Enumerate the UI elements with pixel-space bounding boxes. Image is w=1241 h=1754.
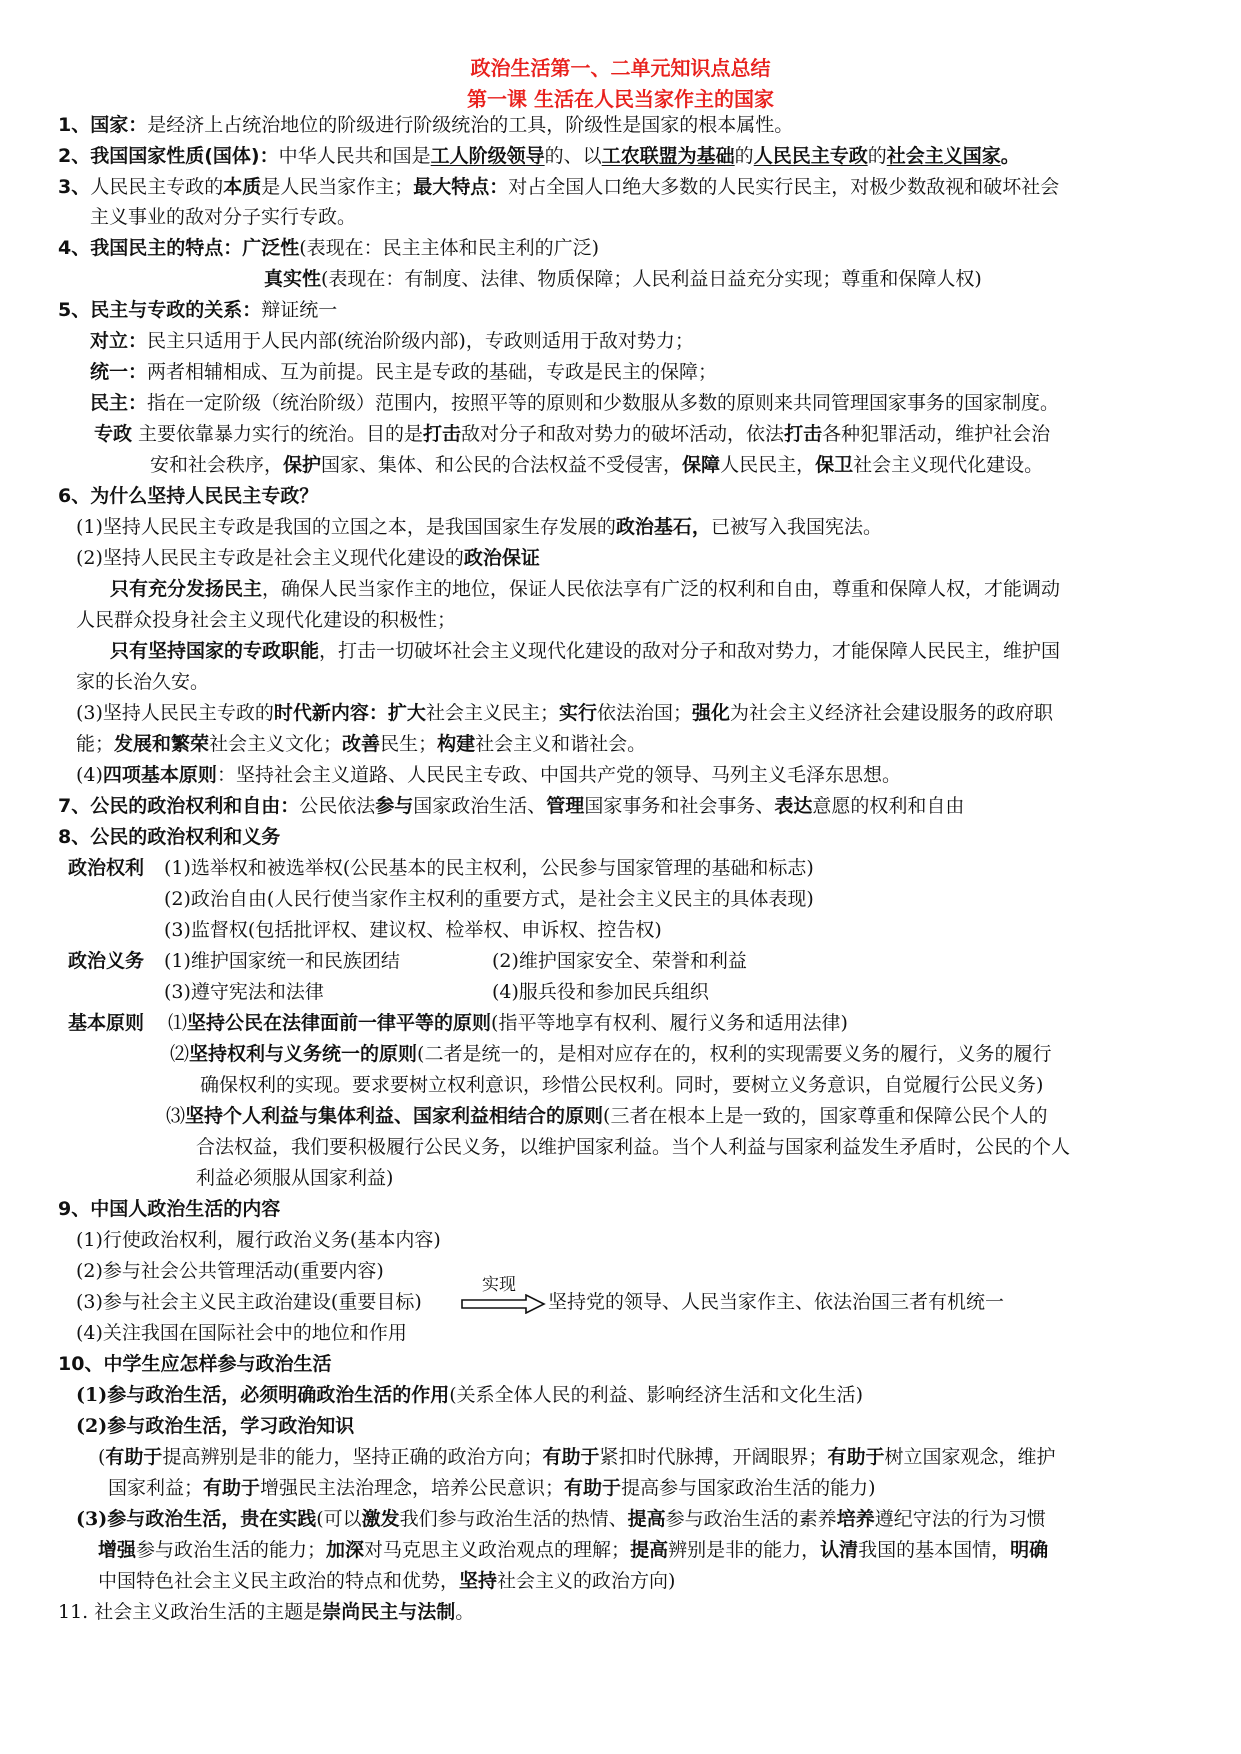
right-2: (2)政治自由(人民行使当家作主权利的重要方式，是社会主义民主的具体表现) xyxy=(164,888,814,910)
item-10-p3-cont: 增强参与政治生活的能力；加深对马克思主义政治观点的理解；提高辨别是非的能力，认清我国的基本国情，明确 xyxy=(98,1539,1049,1561)
principle-3-cont2: 利益必须服从国家利益) xyxy=(196,1167,394,1189)
rights-label: 政治权利 xyxy=(68,857,145,879)
item-4-realness: 真实性(表现在：有制度、法律、物质保障；人民利益日益充分实现；尊重和保障人权) xyxy=(264,268,982,290)
item-10-p2-detail-cont: 国家利益；有助于增强民主法治理念，培养公民意识；有助于提高参与国家政治生活的能力) xyxy=(108,1477,876,1499)
item-2: 2、我国国家性质(国体)：中华人民共和国是工人阶级领导的、以工农联盟为基础的人民民主专政的社会主义国家。 xyxy=(58,145,1020,167)
content-1: (1)行使政治权利，履行政治义务(基本内容) xyxy=(76,1229,441,1251)
item-6-p2b: 只有坚持国家的专政职能，打击一切破坏社会主义现代化建设的敌对分子和敌对势力，才能保障人民民主，维护国 xyxy=(110,640,1061,662)
principle-3: ⑶坚持个人利益与集体利益、国家利益相结合的原则(三者在根本上是一致的，国家尊重和保障公民个人的 xyxy=(166,1105,1048,1127)
principle-2: ⑵坚持权利与义务统一的原则(二者是统一的，是相对应存在的，权利的实现需要义务的履行，义务的履行 xyxy=(170,1043,1052,1065)
item-9: 9、中国人政治生活的内容 xyxy=(58,1198,281,1220)
item-6-p4: (4)四项基本原则：坚持社会主义道路、人民民主专政、中国共产党的领导、马列主义毛泽东思想。 xyxy=(76,764,901,786)
duty-1: (1)维护国家统一和民族团结 xyxy=(164,950,400,972)
lesson-title: 第一课 生活在人民当家作主的国家 xyxy=(467,87,774,111)
item-6-p1: (1)坚持人民民主专政是我国的立国之本，是我国国家生存发展的政治基石，已被写入我国宪法。 xyxy=(76,516,882,538)
right-arrow-icon xyxy=(460,1294,546,1314)
item-6: 6、为什么坚持人民民主专政？ xyxy=(58,485,319,507)
arrow-label: 实现 xyxy=(482,1275,516,1295)
duty-3: (3)遵守宪法和法律 xyxy=(164,981,324,1003)
item-10-p3-cont2: 中国特色社会主义民主政治的特点和优势，坚持社会主义的政治方向) xyxy=(98,1570,676,1592)
doc-title: 政治生活第一、二单元知识点总结 xyxy=(470,56,771,80)
item-10: 10、中学生应怎样参与政治生活 xyxy=(58,1353,332,1375)
item-5-dictatorship-cont: 安和社会秩序，保护国家、集体、和公民的合法权益不受侵害，保障人民民主，保卫社会主义现代化建设。 xyxy=(150,454,1044,476)
principle-2-cont: 确保权利的实现。要求要树立权利意识，珍惜公民权利。同时，要树立义务意识，自觉履行公民义务) xyxy=(200,1074,1044,1096)
item-8: 8、公民的政治权利和义务 xyxy=(58,826,281,848)
item-6-p2: (2)坚持人民民主专政是社会主义现代化建设的政治保证 xyxy=(76,547,540,569)
item-3: 3、人民民主专政的本质是人民当家作主；最大特点：对占全国人口绝大多数的人民实行民主，对极少数敌视和破坏社会 xyxy=(58,176,1060,198)
item-10-p3: (3)参与政治生活，贵在实践(可以激发我们参与政治生活的热情、提高参与政治生活的素养培养遵纪守法的行为习惯 xyxy=(76,1508,1046,1530)
item-5-democracy: 民主：指在一定阶级（统治阶级）范围内，按照平等的原则和少数服从多数的原则来共同管理国家事务的国家制度。 xyxy=(90,392,1060,414)
right-3: (3)监督权(包括批评权、建议权、检举权、申诉权、控告权) xyxy=(164,919,662,941)
item-5-unity: 统一：两者相辅相成、互为前提。民主是专政的基础，专政是民主的保障； xyxy=(90,361,718,383)
content-4: (4)关注我国在国际社会中的地位和作用 xyxy=(76,1322,407,1344)
item-7: 7、公民的政治权利和自由：公民依法参与国家政治生活、管理国家事务和社会事务、表达意愿的权利和自由 xyxy=(58,795,965,817)
item-10-p2-detail: (有助于提高辨别是非的能力，坚持正确的政治方向；有助于紧扣时代脉搏，开阔眼界；有助于树立国家观念，维护 xyxy=(98,1446,1056,1468)
principle-label: 基本原则 xyxy=(68,1012,145,1034)
item-1: 1、国家：是经济上占统治地位的阶级进行阶级统治的工具，阶级性是国家的根本属性。 xyxy=(58,114,794,136)
principle-1: ⑴坚持公民在法律面前一律平等的原则(指平等地享有权利、履行义务和适用法律) xyxy=(168,1012,848,1034)
item-6-p3-cont: 能；发展和繁荣社会主义文化；改善民生；构建社会主义和谐社会。 xyxy=(76,733,647,755)
item-10-p2: (2)参与政治生活，学习政治知识 xyxy=(76,1415,355,1437)
item-4: 4、我国民主的特点：广泛性(表现在：民主主体和民主利的广泛) xyxy=(58,237,600,259)
item-3-cont: 主义事业的敌对分子实行专政。 xyxy=(90,206,357,228)
right-1: (1)选举权和被选举权(公民基本的民主权利，公民参与国家管理的基础和标志) xyxy=(164,857,814,879)
principle-3-cont: 合法权益，我们要积极履行公民义务，以维护国家利益。当个人利益与国家利益发生矛盾时，公民的个人 xyxy=(196,1136,1071,1158)
content-3: (3)参与社会主义民主政治建设(重要目标) xyxy=(76,1291,422,1313)
item-6-p3: (3)坚持人民民主专政的时代新内容：扩大社会主义民主；实行依法治国；强化为社会主义经济社会建设服务的政府职 xyxy=(76,702,1054,724)
item-5: 5、民主与专政的关系：辩证统一 xyxy=(58,299,338,321)
item-11: 11. 社会主义政治生活的主题是崇尚民主与法制。 xyxy=(58,1601,475,1623)
item-6-p2a: 只有充分发扬民主，确保人民当家作主的地位，保证人民依法享有广泛的权利和自由，尊重和保障人权，才能调动 xyxy=(110,578,1061,600)
item-6-p2b-cont: 家的长治久安。 xyxy=(76,671,210,693)
duties-label: 政治义务 xyxy=(68,950,145,972)
duty-4: (4)服兵役和参加民兵组织 xyxy=(492,981,709,1003)
duty-2: (2)维护国家安全、荣誉和利益 xyxy=(492,950,747,972)
item-5-opposition: 对立：民主只适用于人民内部(统治阶级内部)，专政则适用于敌对势力； xyxy=(90,330,694,352)
content-3-result: 坚持党的领导、人民当家作主、依法治国三者有机统一 xyxy=(548,1291,1005,1313)
item-6-p2a-cont: 人民群众投身社会主义现代化建设的积极性； xyxy=(76,609,457,631)
content-2: (2)参与社会公共管理活动(重要内容) xyxy=(76,1260,384,1282)
item-10-p1: (1)参与政治生活，必须明确政治生活的作用(关系全体人民的利益、影响经济生活和文化生活) xyxy=(76,1384,864,1406)
item-5-dictatorship: 专政 主要依靠暴力实行的统治。目的是打击敌对分子和敌对势力的破坏活动，依法打击各种犯罪活动，维护社会治 xyxy=(94,423,1051,445)
